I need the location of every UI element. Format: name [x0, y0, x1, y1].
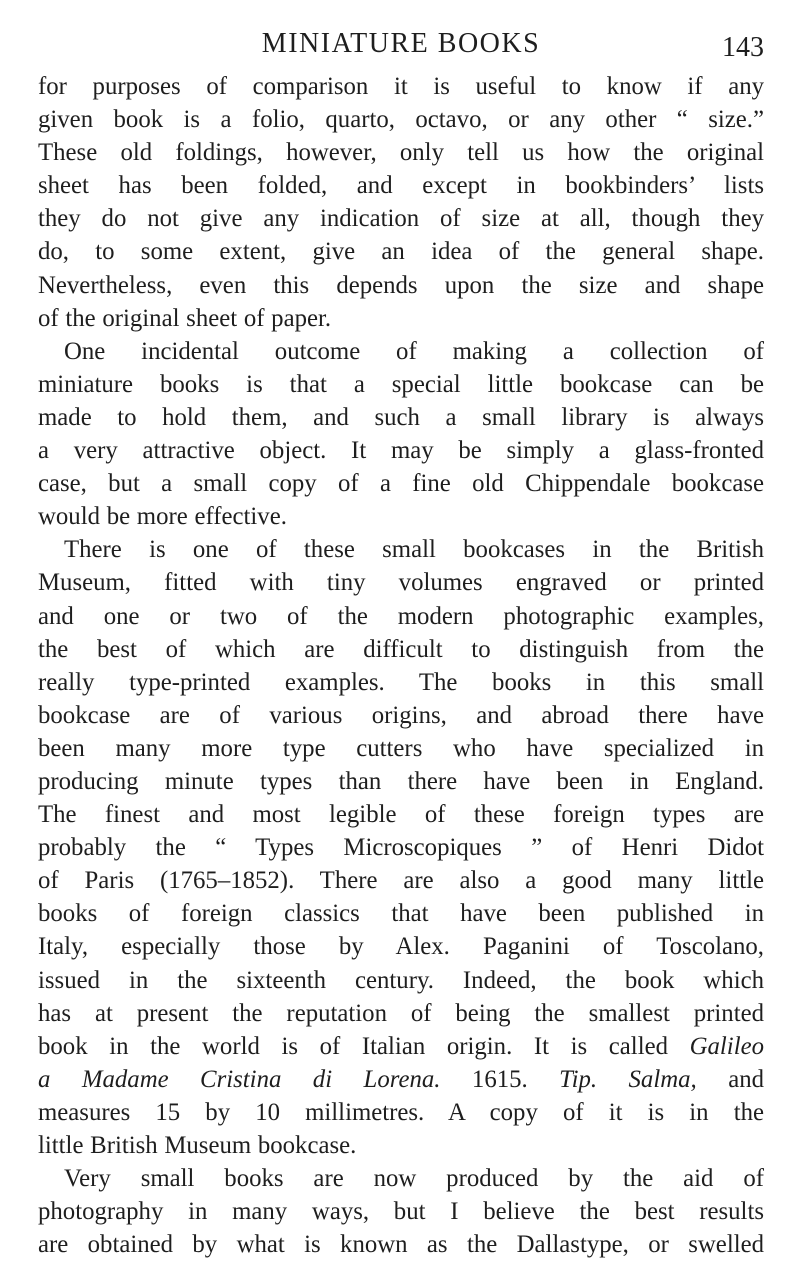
paragraph-2 — [38, 335, 764, 534]
text-segment: and — [728, 1065, 764, 1093]
text-line: bookcase are of various origins, and abroad there have — [38, 701, 764, 729]
text-line: for purposes of comparison it is useful to know if any — [38, 73, 764, 100]
text-line: they do not give any indication of size at all, though they — [38, 205, 764, 233]
text-line: books of foreign classics that have been published in — [38, 900, 764, 928]
text-line: probably the “ Types Microscopiques ” of Henri Didot — [38, 834, 764, 862]
text-line-with-italic-title — [38, 1063, 764, 1096]
text-line: the best of which are difficult to distinguish from the — [38, 635, 764, 663]
text-line: been many more type cutters who have specialized in — [38, 734, 764, 762]
text-line: Museum, fitted with tiny volumes engraved or printed — [38, 569, 764, 597]
running-head — [38, 26, 764, 70]
italic-title-part: Galileo — [689, 1032, 764, 1060]
paragraph-4 — [38, 1162, 764, 1261]
text-line: Very small books are now produced by the aid of — [64, 1165, 764, 1193]
text-line: One incidental outcome of making a collection of — [64, 337, 764, 365]
text-line: These old foldings, however, only tell us how the original — [38, 139, 764, 167]
italic-printer: Tip. Salma, — [559, 1065, 697, 1093]
text-line: The finest and most legible of these foreign types are — [38, 801, 764, 829]
text-line: has at present the reputation of being the smallest printed — [38, 999, 764, 1027]
text-line: and one or two of the modern photographic examples, — [38, 602, 764, 630]
text-line: do, to some extent, give an idea of the general shape. — [38, 238, 764, 266]
text-line: Nevertheless, even this depends upon the size and shape — [38, 271, 764, 299]
book-page — [38, 26, 764, 1261]
running-title: MINIATURE BOOKS — [261, 28, 541, 59]
text-line-with-italic-title — [38, 1030, 764, 1063]
page-number: 143 — [722, 32, 764, 63]
text-line: miniature books is that a special little bookcase can be — [38, 370, 764, 398]
text-segment: book in the world is of Italian origin. It is called — [38, 1032, 668, 1060]
italic-title-part: a Madame Cristina di Lorena. — [38, 1065, 441, 1093]
paragraph-3 — [38, 533, 764, 1162]
text-line: producing minute types than there have been in England. — [38, 767, 764, 795]
text-line: would be more effective. — [38, 503, 287, 531]
text-line: measures 15 by 10 millimetres. A copy of it is in the — [38, 1098, 764, 1126]
text-line: little British Museum bookcase. — [38, 1132, 357, 1159]
paragraph-1 — [38, 70, 764, 335]
text-line: made to hold them, and such a small library is always — [38, 403, 764, 431]
text-line: given book is a folio, quarto, octavo, or any other “ size.” — [38, 106, 764, 134]
text-line: issued in the sixteenth century. Indeed, the book which — [38, 966, 764, 994]
text-line: of the original sheet of paper. — [38, 304, 332, 332]
body-text — [38, 70, 764, 1261]
text-line: Italy, especially those by Alex. Paganini of Toscolano, — [38, 933, 764, 961]
text-line: There is one of these small bookcases in the British — [64, 536, 764, 564]
text-segment: 1615. — [471, 1065, 528, 1093]
text-line: of Paris (1765–1852). There are also a good many little — [38, 867, 764, 895]
text-line: photography in many ways, but I believe the best results — [38, 1198, 764, 1226]
text-line: a very attractive object. It may be simply a glass-fronted — [38, 437, 764, 465]
text-line: are obtained by what is known as the Dallastype, or swelled — [38, 1231, 764, 1259]
text-line: case, but a small copy of a fine old Chippendale bookcase — [38, 470, 764, 498]
text-line: really type-printed examples. The books in this small — [38, 668, 764, 696]
text-line: sheet has been folded, and except in bookbinders’ lists — [38, 172, 764, 200]
